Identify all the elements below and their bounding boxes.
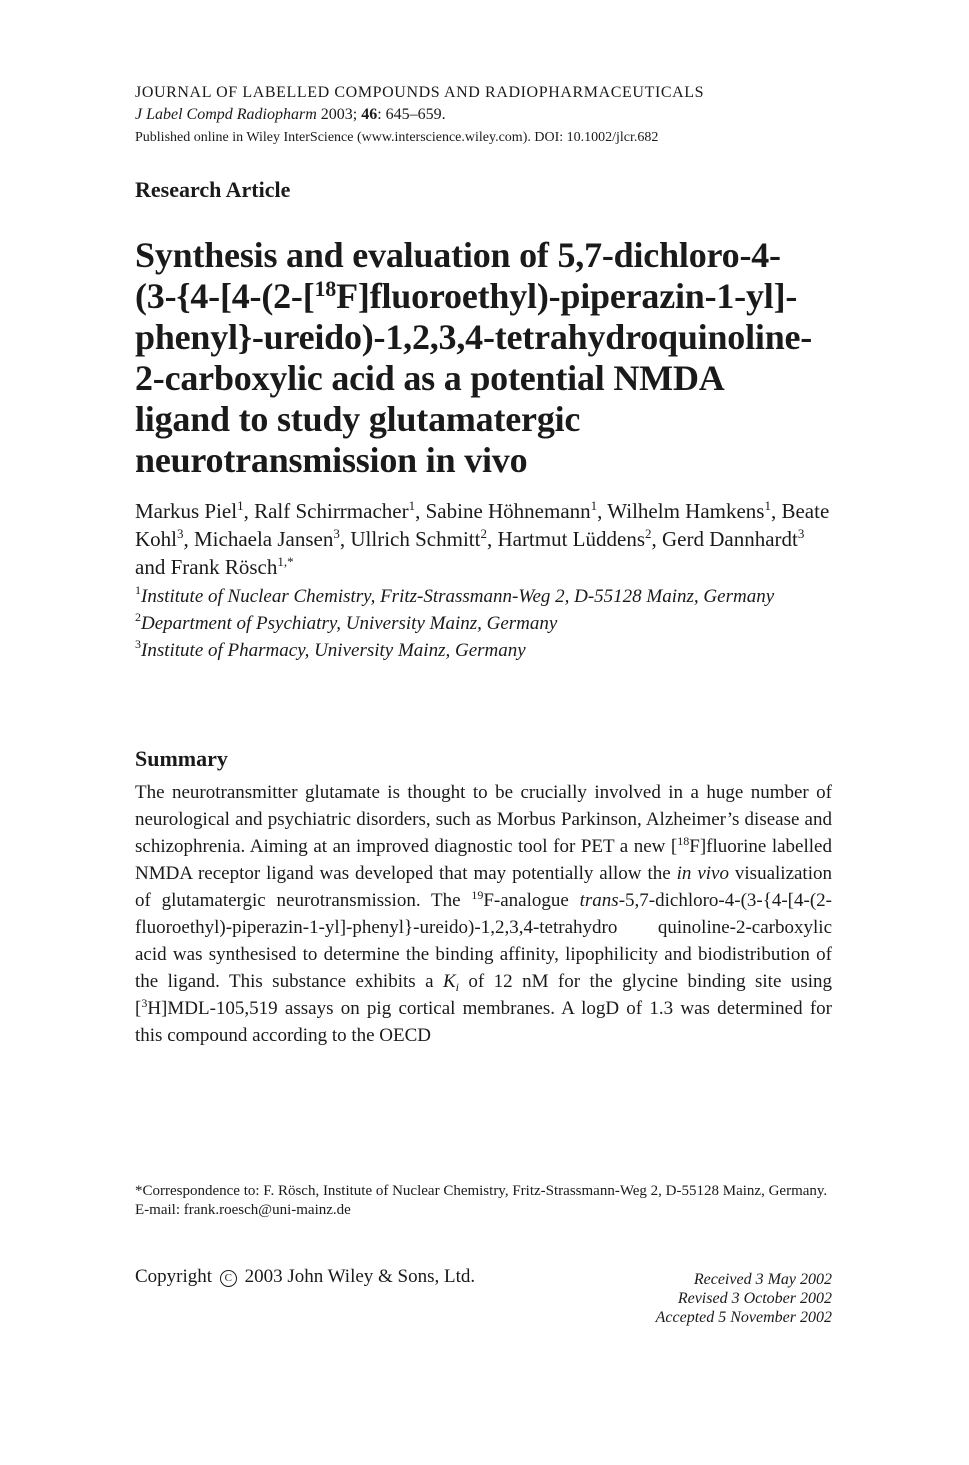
article-page bbox=[135, 82, 832, 1049]
title-line: (3-{4-[4-(2-[$^{18}$F]fluoroethyl)-piperazin-1-yl]- bbox=[135, 276, 798, 316]
author-affiliation-mark: 1 bbox=[764, 498, 771, 513]
author-name: Gerd Dannhardt bbox=[662, 527, 798, 551]
author-list: Markus Piel$^1$, Ralf Schirrmacher$^1$, Sabine Höhnemann$^1$, Wilhelm Hamkens$^1$, Beate Kohl$^3$, Michaela Jansen$^3$, Ullrich Schmitt$^2$, Hartmut Lüddens$^2$, Gerd Dannhardt$^3$ and Frank Rösch$^{1,*}$ bbox=[135, 498, 830, 579]
affiliation-list bbox=[135, 583, 832, 664]
summary-text: The neurotransmitter glutamate is thought to be crucially involved in a huge number of neurological and psychiatric disorders, such as Morbus Parkinson, Alzheimer’s disease and schizophrenia. Aiming at an improved diagnostic tool for PET a new [$^{18}$F]fluorine labelled NMDA receptor ligand was developed that may potentially allow the in vivo visualization of glutamatergic neurotransmission. The $^{19}$F-analogue trans-5,7-dichloro-4-(3-{4-[4-(2-fluoroethyl)-piperazin-1-yl]-phenyl}-ureido)-1,2,3,4-tetrahydro quinoline-2-carboxylic acid was synthesised to determine the binding affinity, lipophilicity and biodistribution of the ligand. This substance exhibits a $K_i$ of 12 nM for the glycine binding site using [$^3$H]MDL-105,519 assays on pig cortical membranes. A logD of 1.3 was determined for this compound according to the OECD bbox=[135, 782, 832, 1046]
section-type: Research Article bbox=[135, 177, 291, 202]
title-isotope-sup: 18 bbox=[314, 276, 337, 301]
author-name: Hartmut Lüddens bbox=[497, 527, 646, 551]
journal-name: JOURNAL OF LABELLED COMPOUNDS AND RADIOPHARMACEUTICALS bbox=[135, 84, 705, 101]
title-line: 2-carboxylic acid as a potential NMDA bbox=[135, 358, 725, 398]
revised-date: Revised 3 October 2002 bbox=[677, 1290, 832, 1307]
author-name: Wilhelm Hamkens bbox=[607, 499, 765, 523]
title-line: phenyl}-ureido)-1,2,3,4-tetrahydroquinoline- bbox=[135, 317, 813, 357]
author-name: Markus Piel bbox=[135, 499, 238, 523]
accepted-date: Accepted 5 November 2002 bbox=[655, 1309, 832, 1326]
author-name: Ullrich Schmitt bbox=[350, 527, 481, 551]
author-affiliation-mark: 3 bbox=[333, 526, 340, 541]
title-line: Synthesis and evaluation of 5,7-dichloro-4- bbox=[135, 235, 781, 275]
copyright-notice: Copyright C 2003 John Wiley & Sons, Ltd. bbox=[135, 1266, 476, 1287]
article-title bbox=[135, 235, 832, 481]
citation-pages: : 645–659. bbox=[377, 106, 446, 123]
citation-volume: 46 bbox=[361, 106, 378, 123]
citation-journal: J Label Compd Radiopharm bbox=[135, 106, 317, 123]
title-line: ligand to study glutamatergic bbox=[135, 399, 581, 439]
affiliation: $^1$Institute of Nuclear Chemistry, Fritz-Strassmann-Weg 2, D-55128 Mainz, Germany bbox=[135, 583, 775, 607]
title-line: neurotransmission in vivo bbox=[135, 440, 528, 480]
summary-heading: Summary bbox=[135, 746, 228, 771]
author-affiliation-mark: 2 bbox=[480, 526, 487, 541]
author-affiliation-mark: 3 bbox=[797, 526, 805, 541]
author-name: Sabine Höhnemann bbox=[425, 499, 591, 523]
manuscript-dates bbox=[656, 1270, 832, 1327]
author-affiliation-mark: 3 bbox=[177, 526, 184, 541]
author-name: Ralf Schirrmacher bbox=[254, 499, 409, 523]
journal-citation bbox=[135, 104, 832, 126]
received-date: Received 3 May 2002 bbox=[693, 1271, 832, 1288]
author-affiliation-mark: 1 bbox=[237, 498, 244, 513]
author-name: Frank Rösch bbox=[170, 555, 278, 579]
author-affiliation-mark: 1 bbox=[408, 498, 416, 513]
author-name: Beate Kohl bbox=[135, 499, 830, 551]
correspondence-footnote: *Correspondence to: F. Rösch, Institute of Nuclear Chemistry, Fritz-Strassmann-Weg 2, D-55128 Mainz, Germany. E-mail: frank.roesch@uni-mainz.de bbox=[135, 1183, 828, 1218]
author-affiliation-mark: 2 bbox=[645, 526, 652, 541]
affiliation: $^3$Institute of Pharmacy, University Mainz, Germany bbox=[135, 637, 526, 661]
affiliation: $^2$Department of Psychiatry, University Mainz, Germany bbox=[135, 610, 558, 634]
online-publication-note: Published online in Wiley InterScience (www.interscience.wiley.com). DOI: 10.1002/jlcr.682 bbox=[135, 130, 659, 145]
author-affiliation-mark: 1,* bbox=[277, 554, 294, 569]
author-affiliation-mark: 1 bbox=[590, 498, 598, 513]
citation-year: 2003; bbox=[316, 106, 362, 123]
author-name: Michaela Jansen bbox=[194, 527, 334, 551]
copyright-icon: C bbox=[220, 1270, 237, 1287]
